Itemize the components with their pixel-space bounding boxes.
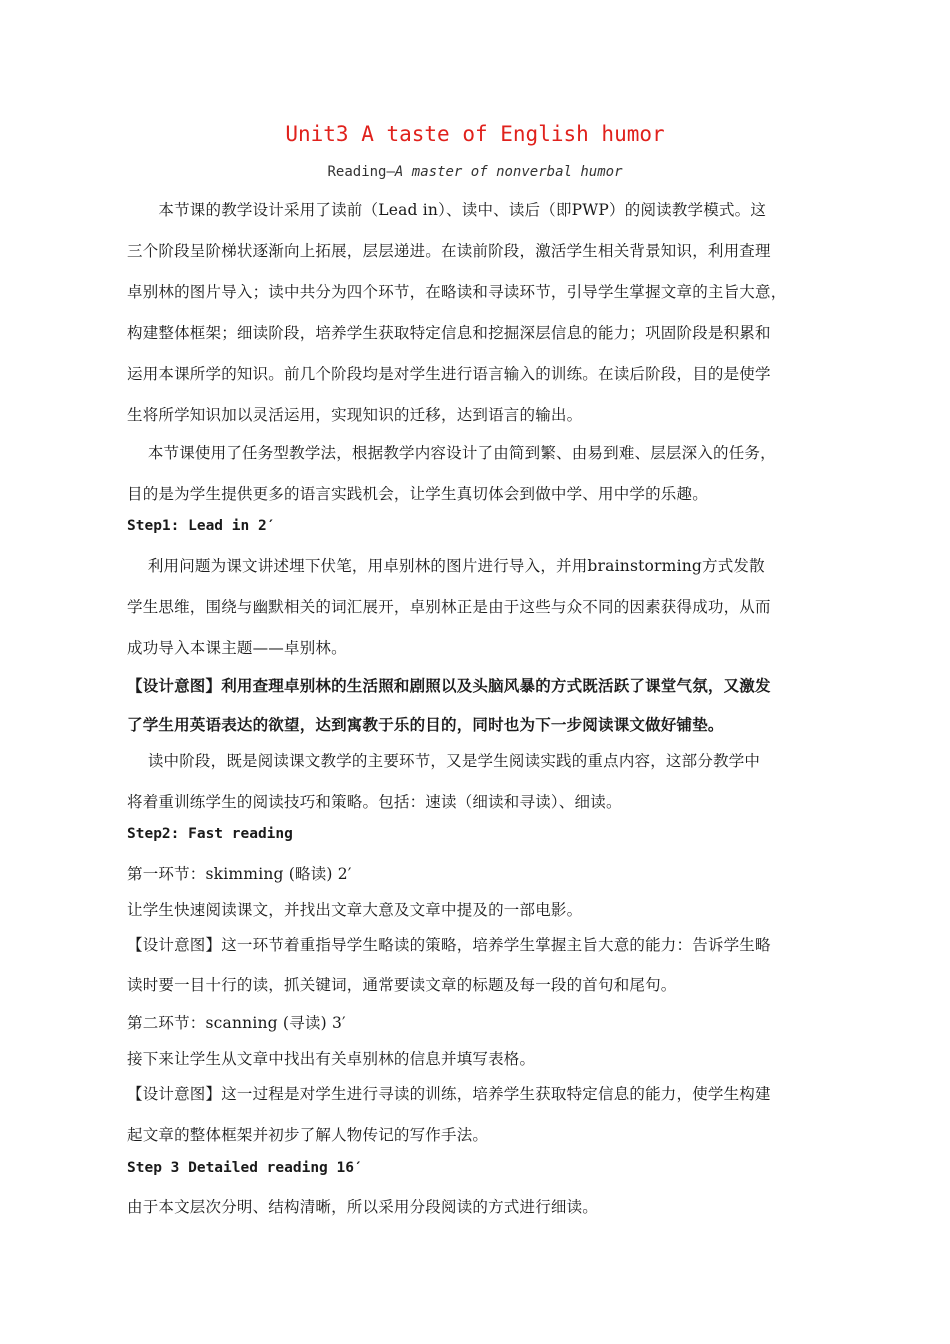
step2-part1-title: 第一环节：skimming (略读) 2′ <box>127 865 352 883</box>
subtitle-prefix: Reading— <box>327 164 395 180</box>
step1-body-line: 利用问题为课文讲述埋下伏笔，用卓别林的图片进行导入，并用brainstorming方式发散 <box>127 557 765 575</box>
step1-design-line: 【设计意图】利用查理卓别林的生活照和剧照以及头脑风暴的方式既活跃了课堂气氛，又激发 <box>127 676 771 695</box>
intro-line: 生将所学知识加以灵活运用，实现知识的迁移，达到语言的输出。 <box>127 406 583 424</box>
intro-line: 构建整体框架；细读阶段，培养学生获取特定信息和挖掘深层信息的能力；巩固阶段是积累和 <box>127 324 771 342</box>
document-title: Unit3 A taste of English humor <box>285 122 665 146</box>
document-subtitle <box>0 164 950 180</box>
step1-after-line: 读中阶段，既是阅读课文教学的主要环节，又是学生阅读实践的重点内容，这部分教学中 <box>127 752 761 770</box>
step1-design-line: 了学生用英语表达的欲望，达到寓教于乐的目的，同时也为下一步阅读课文做好铺垫。 <box>127 715 724 734</box>
step2-part2-design-line: 【设计意图】这一过程是对学生进行寻读的训练，培养学生获取特定信息的能力，使学生构建 <box>127 1085 771 1103</box>
step1-body-line: 学生思维，围绕与幽默相关的词汇展开，卓别林正是由于这些与众不同的因素获得成功，从而 <box>127 598 771 616</box>
intro-line: 三个阶段呈阶梯状逐渐向上拓展，层层递进。在读前阶段，激活学生相关背景知识，利用查理 <box>127 242 771 260</box>
step2-part1-design-line: 【设计意图】这一环节着重指导学生略读的策略，培养学生掌握主旨大意的能力：告诉学生略 <box>127 936 771 954</box>
intro-line: 运用本课所学的知识。前几个阶段均是对学生进行语言输入的训练。在读后阶段，目的是使学 <box>127 365 771 383</box>
step1-heading: Step1: Lead in 2′ <box>127 518 276 534</box>
step3-body: 由于本文层次分明、结构清晰，所以采用分段阅读的方式进行细读。 <box>127 1198 599 1216</box>
intro-line: 本节课的教学设计采用了读前（Lead in）、读中、读后（即PWP）的阅读教学模式。这 <box>127 201 767 219</box>
intro-line: 卓别林的图片导入；读中共分为四个环节，在略读和寻读环节，引导学生掌握文章的主旨大意， <box>127 283 787 301</box>
step2-part1-body: 让学生快速阅读课文，并找出文章大意及文章中提及的一部电影。 <box>127 901 583 919</box>
step1-after-line: 将着重训练学生的阅读技巧和策略。包括：速读（细读和寻读）、细读。 <box>127 793 622 811</box>
step1-body-line: 成功导入本课主题——卓别林。 <box>127 639 347 657</box>
subtitle-italic: A master of nonverbal humor <box>394 164 623 180</box>
step2-part1-design-line: 读时要一目十行的读，抓关键词，通常要读文章的标题及每一段的首句和尾句。 <box>127 976 677 994</box>
intro-line: 本节课使用了任务型教学法，根据教学内容设计了由简到繁、由易到难、层层深入的任务， <box>127 444 776 462</box>
step2-part2-design-line: 起文章的整体框架并初步了解人物传记的写作手法。 <box>127 1126 489 1144</box>
step2-heading: Step2: Fast reading <box>127 826 293 842</box>
intro-line: 目的是为学生提供更多的语言实践机会，让学生真切体会到做中学、用中学的乐趣。 <box>127 485 708 503</box>
step2-part2-title: 第二环节：scanning (寻读) 3′ <box>127 1014 346 1032</box>
step2-part2-body: 接下来让学生从文章中找出有关卓别林的信息并填写表格。 <box>127 1050 536 1068</box>
step3-heading: Step 3 Detailed reading 16′ <box>127 1160 363 1176</box>
